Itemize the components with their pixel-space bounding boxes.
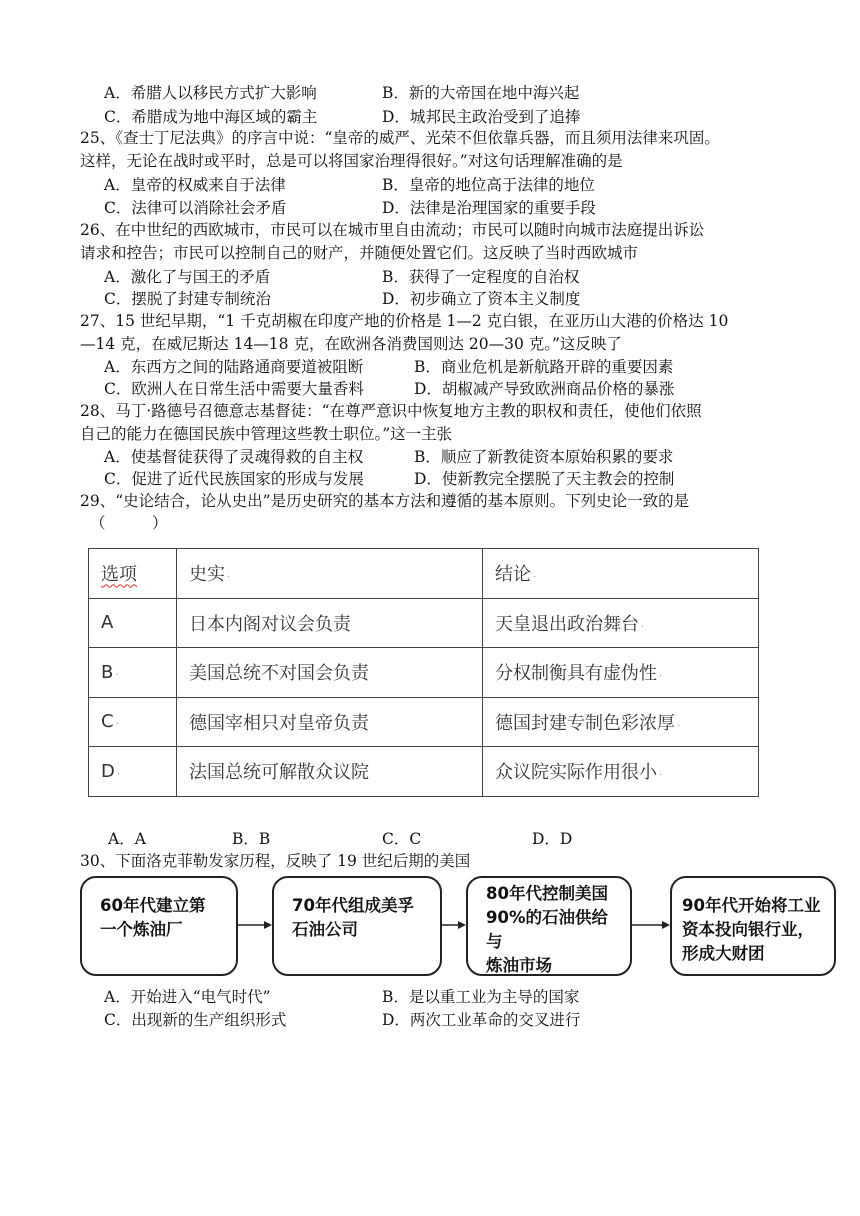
flow-step-4-line-3: 形成大财团 (682, 944, 765, 963)
q30-option-b: B．是以重工业为主导的国家 (382, 988, 580, 1006)
q26-option-a: A．激化了与国王的矛盾 (104, 268, 271, 286)
q30-option-d: D．两次工业革命的交叉进行 (382, 1011, 581, 1029)
q30-option-a: A．开始进入“电气时代” (104, 988, 271, 1006)
table-cell-fact: 法国总统可解散众议院 (177, 747, 483, 797)
q27-stem-line-2: —14 克，在威尼斯达 14—18 克，在欧洲各消费国则达 20—30 克。”这反映了 (80, 335, 622, 353)
table-cell-option: C · (89, 697, 177, 747)
flow-step-3-line-1: 80年代控制美国 (486, 884, 608, 903)
q27-stem-line-1: 27、15 世纪早期，“1 千克胡椒在印度产地的价格是 1—2 克白银，在亚历山大港的价格达 10 (80, 312, 729, 330)
q28-option-a: A．使基督徒获得了灵魂得救的自主权 (104, 448, 364, 466)
q29-table (88, 548, 759, 797)
table-row (89, 747, 759, 797)
q24-option-d: D．城邦民主政治受到了追捧 (382, 108, 581, 126)
arrow-right-icon (238, 916, 272, 934)
q30-stem-line-1: 30、下面洛克菲勒发家历程，反映了 19 世纪后期的美国 (80, 852, 471, 870)
flow-step-1-line-2: 一个炼油厂 (100, 920, 183, 939)
flow-step-3 (466, 876, 632, 976)
q28-option-b: B．顺应了新教徒资本原始积累的要求 (414, 448, 674, 466)
table-cell-option: D · (89, 747, 177, 797)
q26-stem-line-2: 请求和控告；市民可以控制自己的财产，并随便处置它们。这反映了当时西欧城市 (80, 244, 639, 262)
q28-option-c: C．促进了近代民族国家的形成与发展 (104, 470, 364, 488)
q28-stem-line-2: 自己的能力在德国民族中管理这些教士职位。”这一主张 (80, 425, 453, 443)
table-cell-conclusion: 分权制衡具有虚伪性 · (483, 648, 759, 698)
q28-stem-line-1: 28、马丁·路德号召德意志基督徒：“在尊严意识中恢复地方主教的职权和责任，使他们依照 (80, 402, 702, 420)
flow-step-2-line-2: 石油公司 (292, 920, 358, 939)
arrow-right-icon (442, 916, 466, 934)
flow-step-2-line-1: 70年代组成美孚 (292, 896, 414, 915)
table-cell-conclusion: 德国封建专制色彩浓厚 · (483, 697, 759, 747)
table-cell-option: B · (89, 648, 177, 698)
table-header-row (89, 549, 759, 599)
table-cell-fact: 德国宰相只对皇帝负责 (177, 697, 483, 747)
flow-step-1 (80, 876, 238, 976)
q29-option-a: A．A (108, 830, 146, 848)
q27-option-c: C．欧洲人在日常生活中需要大量香料 (104, 380, 364, 398)
table-cell-option: A (89, 598, 177, 648)
arrow-right-icon (632, 916, 670, 934)
q25-option-d: D．法律是治理国家的重要手段 (382, 199, 596, 217)
table-cell-conclusion: 天皇退出政治舞台 · (483, 598, 759, 648)
table-row (89, 697, 759, 747)
q29-answer-blank: （ ） (90, 514, 168, 532)
q24-option-b: B．新的大帝国在地中海兴起 (382, 84, 580, 102)
q26-option-c: C．摆脱了封建专制统治 (104, 290, 271, 308)
table-row (89, 648, 759, 698)
q26-option-b: B．获得了一定程度的自治权 (382, 268, 580, 286)
q29-option-b: B．B (232, 830, 271, 848)
q27-option-a: A．东西方之间的陆路通商要道被阻断 (104, 358, 364, 376)
flow-step-4 (670, 876, 836, 976)
flow-step-3-line-2: 90%的石油供给与 (486, 908, 608, 951)
flow-step-3-line-3: 炼油市场 (486, 956, 552, 975)
table-cell-conclusion: 众议院实际作用很小 · (483, 747, 759, 797)
q25-option-b: B．皇帝的地位高于法律的地位 (382, 176, 595, 194)
table-header-conclusion: 结论 · (483, 549, 759, 599)
q26-stem-line-1: 26、在中世纪的西欧城市，市民可以在城市里自由流动；市民可以随时向城市法庭提出诉讼 (80, 221, 705, 239)
q29-option-c: C．C (382, 830, 422, 848)
table-cell-fact: 日本内阁对议会负责 (177, 598, 483, 648)
q24-option-c: C．希腊成为地中海区域的霸主 (104, 108, 318, 126)
q24-option-a: A．希腊人以移民方式扩大影响 (104, 84, 317, 102)
q25-stem-line-2: 这样，无论在战时或平时，总是可以将国家治理得很好。”对这句话理解准确的是 (80, 152, 623, 170)
q29-option-d: D．D (532, 830, 573, 848)
q25-option-a: A．皇帝的权威来自于法律 (104, 176, 286, 194)
table-header-option: 选项 (89, 549, 177, 599)
table-row (89, 598, 759, 648)
flow-step-2 (272, 876, 442, 976)
q26-option-d: D．初步确立了资本主义制度 (382, 290, 581, 308)
table-header-fact: 史实 · (177, 549, 483, 599)
flow-step-1-line-1: 60年代建立第 (100, 896, 206, 915)
q27-option-d: D．胡椒减产导致欧洲商品价格的暴涨 (414, 380, 675, 398)
q25-option-c: C．法律可以消除社会矛盾 (104, 199, 287, 217)
q29-stem-line-1: 29、“史论结合，论从史出”是历史研究的基本方法和遵循的基本原则。下列史论一致的是 (80, 492, 690, 510)
q27-option-b: B．商业危机是新航路开辟的重要因素 (414, 358, 674, 376)
q25-stem-line-1: 25、《查士丁尼法典》的序言中说：“皇帝的威严、光荣不但依靠兵器，而且须用法律来巩固。 (80, 129, 720, 147)
table-cell-fact: 美国总统不对国会负责 (177, 648, 483, 698)
q28-option-d: D．使新教完全摆脱了天主教会的控制 (414, 470, 675, 488)
flow-step-4-line-2: 资本投向银行业， (682, 920, 814, 939)
q30-option-c: C．出现新的生产组织形式 (104, 1011, 287, 1029)
flow-step-4-line-1: 90年代开始将工业 (682, 896, 821, 915)
